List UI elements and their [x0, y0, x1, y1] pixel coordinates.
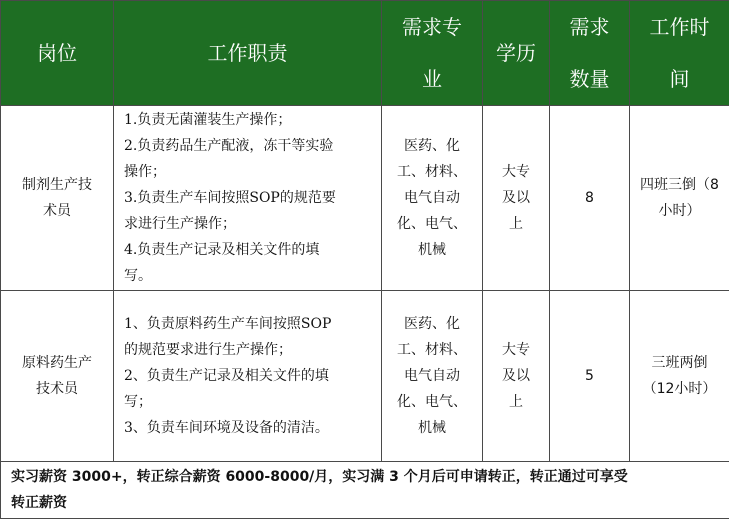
salary-note: [1, 462, 729, 519]
text-line: 3、负责车间环境及设备的清洁。: [124, 415, 371, 441]
footer-row: [1, 462, 729, 519]
text-line: 制剂生产技: [9, 172, 105, 198]
cell-major: [382, 291, 483, 462]
cell-major: [382, 106, 483, 291]
cell-education: [483, 106, 550, 291]
text-line: 2.负责药品生产配液，冻干等实验: [124, 133, 371, 159]
text-line: 工、材料、: [382, 337, 482, 363]
cell-position: [1, 106, 114, 291]
text-line: 工、材料、: [382, 159, 482, 185]
table-row: [1, 106, 729, 291]
text-line: 大专: [483, 159, 549, 185]
text-line: 工作职责: [114, 27, 381, 79]
text-line: 2、负责生产记录及相关文件的填: [124, 363, 371, 389]
text-line: 工作时: [630, 1, 729, 53]
cell-duties: [114, 106, 382, 291]
cell-quantity: 5: [550, 291, 630, 462]
header-education: [483, 1, 550, 106]
text-line: 3.负责生产车间按照SOP的规范要: [124, 185, 371, 211]
text-line: 及以: [483, 185, 549, 211]
text-line: 机械: [382, 415, 482, 441]
text-line: 上: [483, 389, 549, 415]
text-line: 4.负责生产记录及相关文件的填: [124, 237, 371, 263]
header-quantity: [550, 1, 630, 106]
text-line: 1.负责无菌灌装生产操作；: [124, 107, 371, 133]
text-line: 医药、化: [382, 311, 482, 337]
text-line: 原料药生产: [9, 350, 105, 376]
text-line: 需求专: [382, 1, 482, 53]
text-line: 岗位: [1, 27, 113, 79]
text-line: 电气自动: [382, 363, 482, 389]
text-line: 操作；: [124, 159, 371, 185]
text-line: 术员: [9, 198, 105, 224]
text-line: 化、电气、: [382, 389, 482, 415]
text-line: 大专: [483, 337, 549, 363]
text-line: 技术员: [9, 376, 105, 402]
text-line: 求进行生产操作；: [124, 211, 371, 237]
cell-position: [1, 291, 114, 462]
text-line: （12小时）: [630, 376, 729, 402]
cell-quantity: 8: [550, 106, 630, 291]
text-line: 的规范要求进行生产操作；: [124, 337, 371, 363]
cell-education: [483, 291, 550, 462]
header-worktime: [630, 1, 729, 106]
header-row: [1, 1, 729, 106]
table-row: [1, 291, 729, 462]
text-line: 学历: [483, 27, 549, 79]
cell-duties: [114, 291, 382, 462]
text-line: 写。: [124, 263, 371, 289]
text-line: 电气自动: [382, 185, 482, 211]
cell-worktime: [630, 291, 729, 462]
text-line: 化、电气、: [382, 211, 482, 237]
header-position: [1, 1, 114, 106]
text-line: 机械: [382, 237, 482, 263]
text-line: 数量: [550, 53, 629, 105]
cell-worktime: [630, 106, 729, 291]
text-line: 四班三倒（8: [630, 172, 729, 198]
text-line: 及以: [483, 363, 549, 389]
text-line: 需求: [550, 1, 629, 53]
header-major: [382, 1, 483, 106]
text-line: 三班两倒: [630, 350, 729, 376]
text-line: 写；: [124, 389, 371, 415]
text-line: 转正薪资: [11, 490, 719, 516]
text-line: 1、负责原料药生产车间按照SOP: [124, 311, 371, 337]
text-line: 间: [630, 53, 729, 105]
text-line: 上: [483, 211, 549, 237]
text-line: 实习薪资 3000+，转正综合薪资 6000-8000/月，实习满 3 个月后可申请转正，转正通过可享受: [11, 464, 719, 490]
text-line: 小时）: [630, 198, 729, 224]
header-duties: [114, 1, 382, 106]
text-line: 医药、化: [382, 133, 482, 159]
text-line: 业: [382, 53, 482, 105]
